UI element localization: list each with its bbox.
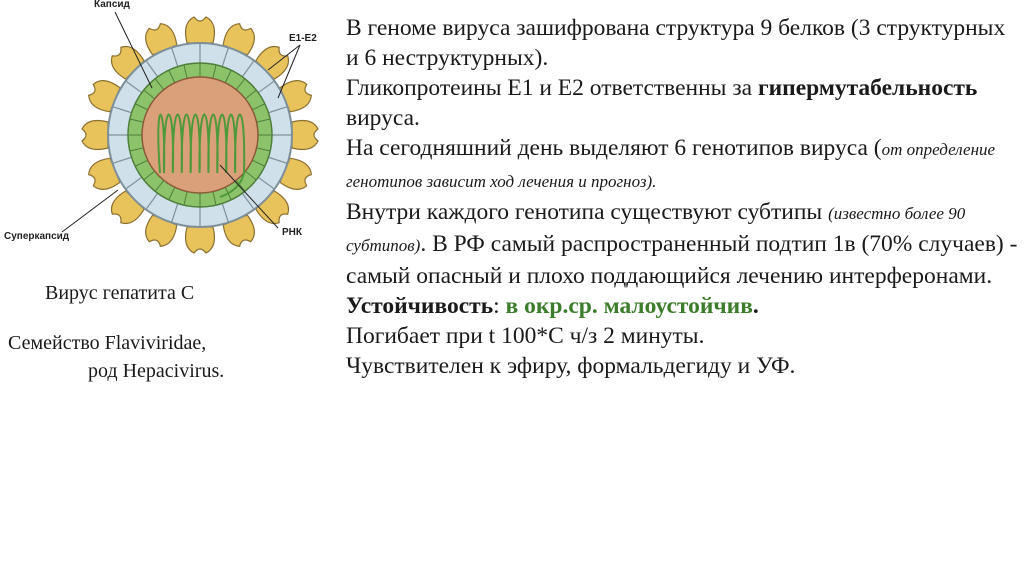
- resistance-value: в окр.ср. малоустойчив: [505, 293, 753, 319]
- virus-family: Семейство Flaviviridae,: [8, 332, 207, 354]
- genome-paragraph: В геноме вируса зашифрована структура 9 белков (3 структурных и 6 неструктурных).: [346, 15, 1006, 71]
- spike-shape: [186, 17, 215, 43]
- subtypes-text: Внутри каждого генотипа существуют субтипы: [346, 199, 829, 225]
- resistance-paragraph: [346, 291, 1018, 321]
- genotypes-text: На сегодняшний день выделяют 6 генотипов вируса (: [346, 135, 882, 161]
- spike-shape: [186, 227, 215, 253]
- virus-name: Вирус гепатита С: [45, 282, 195, 304]
- genotypes-note: от определение генотипов зависит ход лечения и прогноз).: [346, 140, 996, 191]
- resistance-period: .: [752, 293, 759, 319]
- resistance-term: Устойчивость: [346, 293, 494, 319]
- glycoprotein-spike: [292, 121, 318, 150]
- main-text: [346, 13, 1018, 381]
- glycoprotein-text-end: вируса.: [346, 105, 420, 131]
- glycoprotein-paragraph: [346, 73, 1018, 133]
- spike-shape: [82, 121, 108, 150]
- virus-genus: род Hepacivirus.: [88, 360, 225, 382]
- supercapsid-label: Суперкапсид: [4, 231, 70, 242]
- supercapsid-pointer: [62, 190, 118, 232]
- sensitivity-paragraph: Чувствителен к эфиру, формальдегиду и УФ.: [346, 353, 796, 379]
- e1e2-label: Е1-Е2: [289, 33, 317, 44]
- subtypes-text-end: . В РФ самый распространенный подтип 1в (70% случаев) - самый опасный и плохо поддающийся лечению интерферонами.: [346, 231, 1018, 289]
- hypermutability-term: гипермутабельность: [757, 75, 978, 101]
- glycoprotein-spike: [186, 17, 215, 43]
- rna-label: РНК: [282, 227, 302, 238]
- temperature-paragraph: Погибает при t 100*С ч/з 2 минуты.: [346, 323, 705, 349]
- glycoprotein-spike: [186, 227, 215, 253]
- spike-shape: [292, 121, 318, 150]
- genotypes-paragraph: [346, 133, 1018, 197]
- subtypes-paragraph: [346, 197, 1018, 291]
- subtypes-note: (известно более 90 субтипов): [346, 204, 966, 255]
- glycoprotein-text: Гликопротеины Е1 и Е2 ответственны за: [346, 75, 758, 101]
- hcv-virion-diagram: [0, 0, 340, 270]
- glycoprotein-spike: [82, 121, 108, 150]
- capsid-label: Капсид: [94, 0, 130, 10]
- resistance-colon: :: [493, 293, 506, 319]
